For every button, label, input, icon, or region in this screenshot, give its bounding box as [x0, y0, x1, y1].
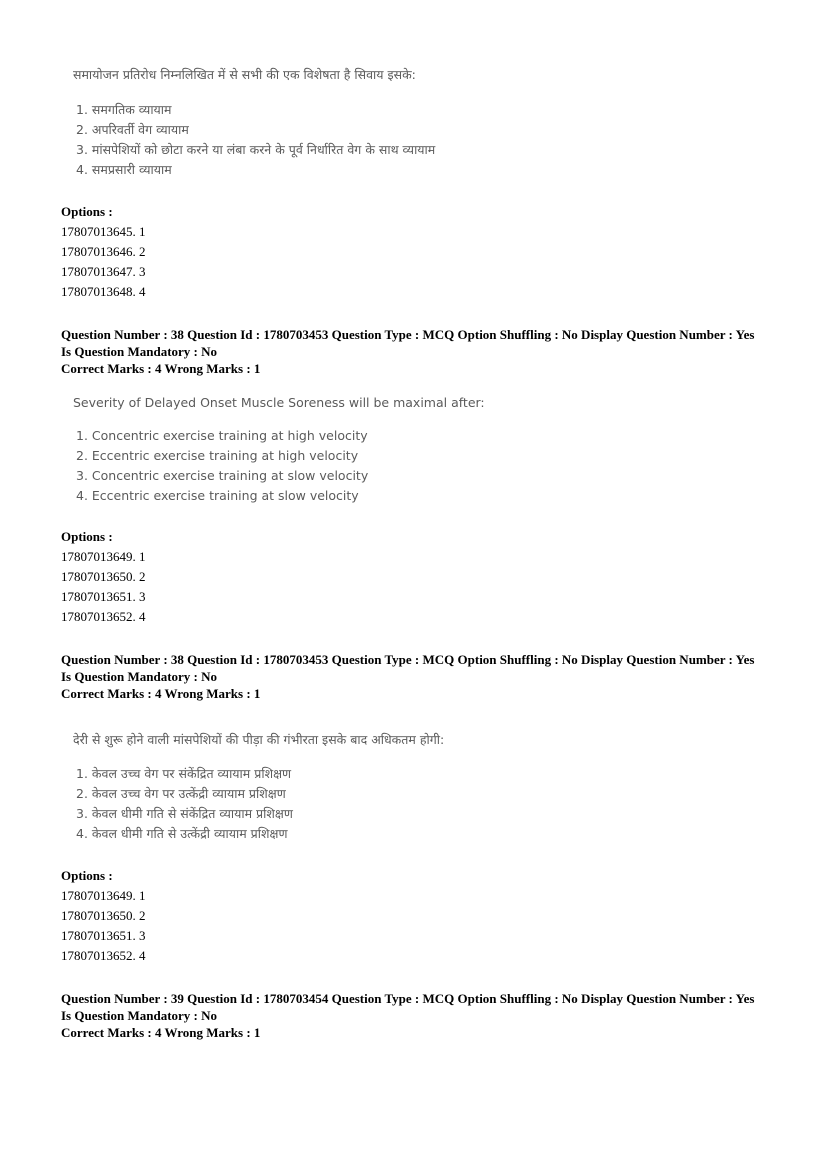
question-stem: समायोजन प्रतिरोध निम्नलिखित में से सभी की एक विशेषता है सिवाय इसके:	[73, 67, 416, 82]
question-option-3: 3. मांसपेशियों को छोटा करने या लंबा करने के पूर्व निर्धारित वेग के साथ व्यायाम	[76, 142, 436, 157]
options-block	[61, 202, 146, 302]
question-mandatory: Is Question Mandatory : No	[61, 1008, 218, 1023]
question-meta	[61, 326, 781, 377]
question-option-1: 1. Concentric exercise training at high velocity	[76, 428, 368, 443]
option-row: 17807013648. 4	[61, 284, 146, 299]
option-row: 17807013649. 1	[61, 888, 146, 903]
question-option-list	[76, 100, 435, 180]
question-marks: Correct Marks : 4 Wrong Marks : 1	[61, 1025, 261, 1040]
option-row: 17807013650. 2	[61, 569, 146, 584]
question-option-3: 3. Concentric exercise training at slow velocity	[76, 468, 369, 483]
question-meta-line: Question Number : 38 Question Id : 1780703453 Question Type : MCQ Option Shuffling : No Display Question Number : Yes	[61, 652, 755, 667]
question-option-2: 2. केवल उच्च वेग पर उत्केंद्री व्यायाम प्रशिक्षण	[76, 786, 286, 801]
question-option-2: 2. अपरिवर्ती वेग व्यायाम	[76, 122, 189, 137]
options-block	[61, 866, 146, 966]
question-marks: Correct Marks : 4 Wrong Marks : 1	[61, 361, 261, 376]
question-option-3: 3. केवल धीमी गति से संकेंद्रित व्यायाम प्रशिक्षण	[76, 806, 293, 821]
question-option-1: 1. समगतिक व्यायाम	[76, 102, 172, 117]
question-mandatory: Is Question Mandatory : No	[61, 669, 218, 684]
option-row: 17807013645. 1	[61, 224, 146, 239]
option-row: 17807013651. 3	[61, 589, 146, 604]
question-meta	[61, 990, 781, 1041]
options-label: Options :	[61, 204, 113, 219]
question-option-list	[76, 426, 368, 506]
question-marks: Correct Marks : 4 Wrong Marks : 1	[61, 686, 261, 701]
question-option-1: 1. केवल उच्च वेग पर संकेंद्रित व्यायाम प्रशिक्षण	[76, 766, 292, 781]
question-option-4: 4. केवल धीमी गति से उत्केंद्री व्यायाम प्रशिक्षण	[76, 826, 288, 841]
option-row: 17807013646. 2	[61, 244, 146, 259]
option-row: 17807013651. 3	[61, 928, 146, 943]
options-label: Options :	[61, 868, 113, 883]
question-meta-line: Question Number : 38 Question Id : 1780703453 Question Type : MCQ Option Shuffling : No Display Question Number : Yes	[61, 327, 755, 342]
question-mandatory: Is Question Mandatory : No	[61, 344, 218, 359]
question-meta-line: Question Number : 39 Question Id : 1780703454 Question Type : MCQ Option Shuffling : No Display Question Number : Yes	[61, 991, 755, 1006]
option-row: 17807013652. 4	[61, 609, 146, 624]
question-option-2: 2. Eccentric exercise training at high velocity	[76, 448, 359, 463]
question-stem: Severity of Delayed Onset Muscle Soreness will be maximal after:	[73, 395, 485, 410]
option-row: 17807013650. 2	[61, 908, 146, 923]
option-row: 17807013649. 1	[61, 549, 146, 564]
option-row: 17807013652. 4	[61, 948, 146, 963]
question-stem: देरी से शुरू होने वाली मांसपेशियों की पीड़ा की गंभीरता इसके बाद अधिकतम होगी:	[73, 732, 445, 747]
question-option-list	[76, 764, 293, 844]
options-block	[61, 527, 146, 627]
question-option-4: 4. Eccentric exercise training at slow velocity	[76, 488, 359, 503]
question-meta	[61, 651, 781, 702]
question-option-4: 4. समप्रसारी व्यायाम	[76, 162, 172, 177]
option-row: 17807013647. 3	[61, 264, 146, 279]
options-label: Options :	[61, 529, 113, 544]
